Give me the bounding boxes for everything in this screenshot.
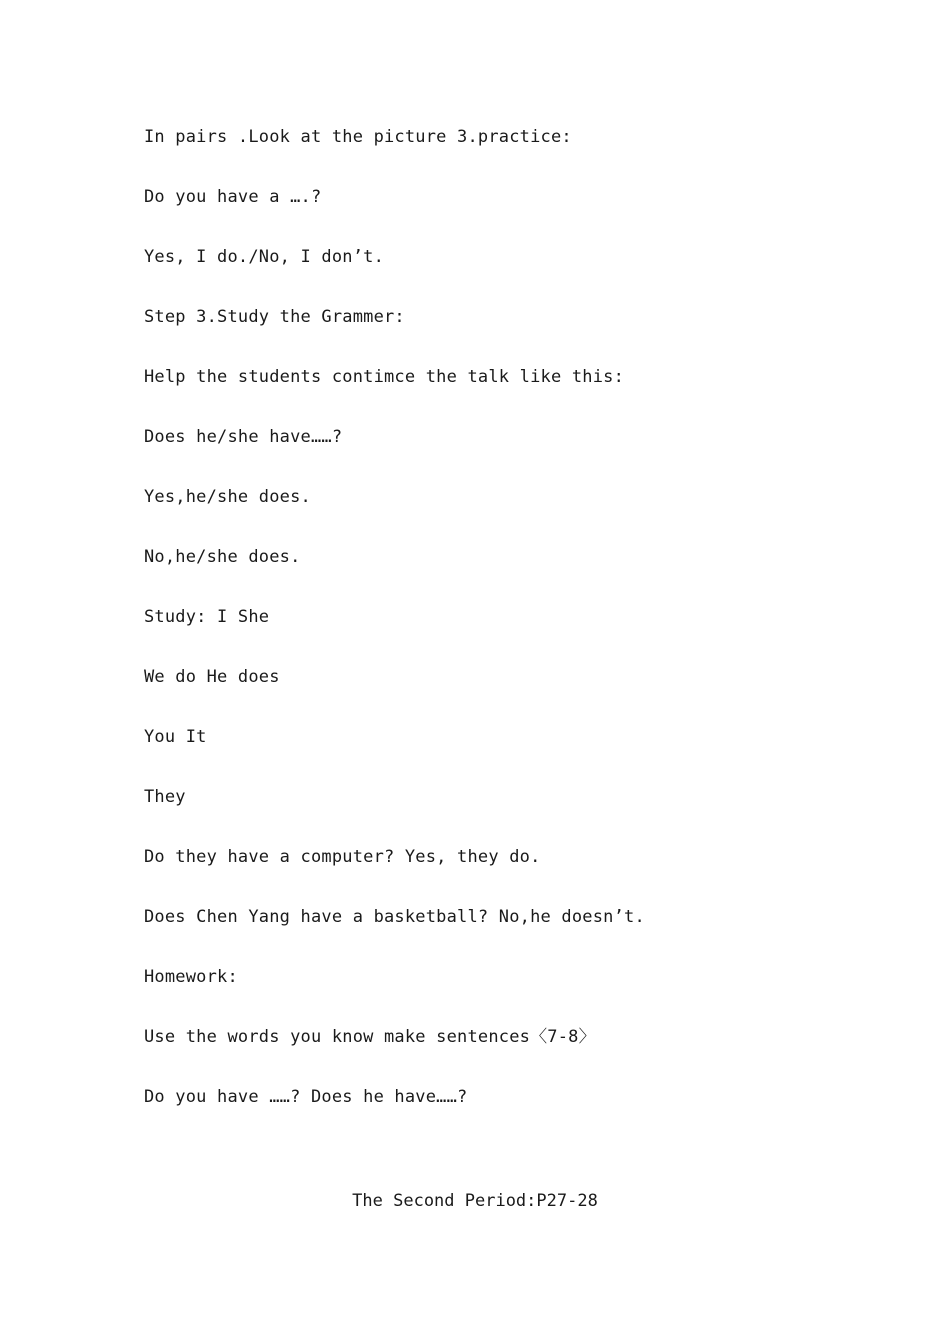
- text-line-study-table-row-3: You It: [144, 727, 207, 747]
- text-line-third-person-question: Does he/she have……?: [144, 427, 343, 447]
- text-line-homework-patterns: Do you have ……? Does he have……?: [144, 1087, 468, 1107]
- text-line-question: Do you have a ….?: [144, 187, 322, 207]
- text-line-answer: Yes, I do./No, I don’t.: [144, 247, 385, 267]
- text-line-example-1: Do they have a computer? Yes, they do.: [144, 847, 541, 867]
- text-line-study-table-row-1: Study: I She: [144, 607, 270, 627]
- text-line-homework-heading: Homework:: [144, 967, 238, 987]
- text-line-practice-instruction: In pairs .Look at the picture 3.practice:: [144, 127, 572, 147]
- text-line-step-heading: Step 3.Study the Grammer:: [144, 307, 405, 327]
- text-line-study-table-row-2: We do He does: [144, 667, 280, 687]
- section-title: The Second Period:P27-28: [352, 1191, 598, 1211]
- text-line-homework-task: Use the words you know make sentences〈7-8〉: [144, 1027, 596, 1047]
- text-line-study-table-row-4: They: [144, 787, 186, 807]
- text-line-yes-answer: Yes,he/she does.: [144, 487, 311, 507]
- text-line-no-answer: No,he/she does.: [144, 547, 301, 567]
- text-line-help-instruction: Help the students contimce the talk like this:: [144, 367, 625, 387]
- document-body: [144, 124, 645, 1144]
- text-line-example-2: Does Chen Yang have a basketball? No,he doesn’t.: [144, 907, 645, 927]
